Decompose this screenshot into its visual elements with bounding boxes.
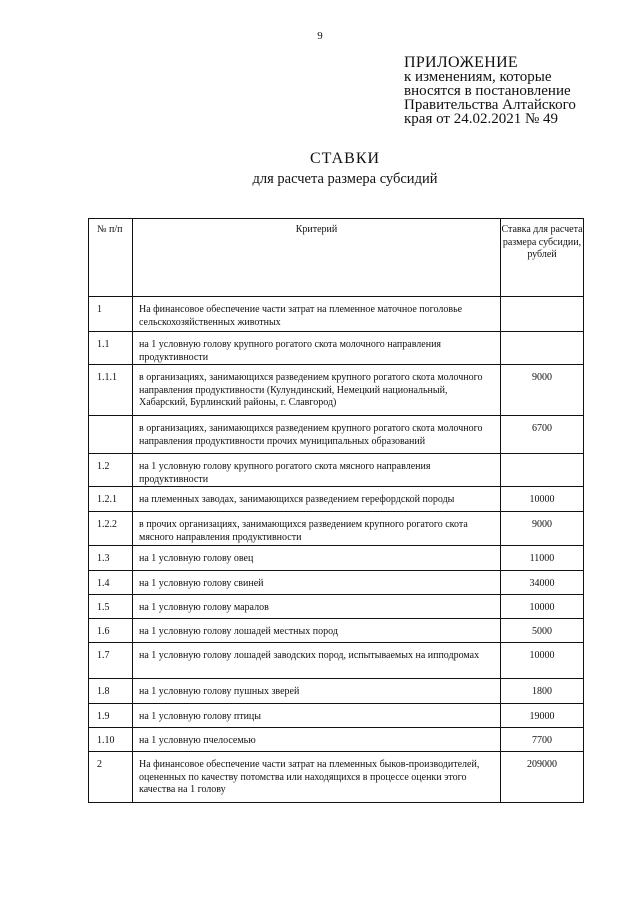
table-row — [89, 752, 584, 803]
table-row — [89, 643, 584, 679]
row-rate: 209000 — [501, 752, 584, 803]
row-number: 1.1 — [89, 332, 133, 365]
page-number: 9 — [317, 30, 323, 42]
row-rate: 9000 — [501, 512, 584, 546]
row-number: 1.5 — [89, 595, 133, 619]
row-rate: 6700 — [501, 416, 584, 454]
row-number — [89, 416, 133, 454]
row-rate: 34000 — [501, 571, 584, 595]
appendix-title: ПРИЛОЖЕНИЕ — [404, 54, 519, 71]
table-row — [89, 416, 584, 454]
row-number: 1.2.2 — [89, 512, 133, 546]
row-number: 1.10 — [89, 728, 133, 752]
table-row — [89, 571, 584, 595]
document-subtitle: для расчета размера субсидий — [252, 171, 438, 187]
row-number: 1.1.1 — [89, 365, 133, 416]
row-number: 1.4 — [89, 571, 133, 595]
row-criterion: На финансовое обеспечение части затрат на племенных быков-производителей, оцененных по качеству потомства или находящихся в процессе оценки этого качества на 1 голову — [133, 752, 501, 803]
row-number: 1.6 — [89, 619, 133, 643]
row-criterion: на 1 условную голову маралов — [133, 595, 501, 619]
row-criterion: в организациях, занимающихся разведением крупного рогатого скота молочного направления продуктивности прочих муниципальных образований — [133, 416, 501, 454]
row-rate: 10000 — [501, 643, 584, 679]
row-rate: 9000 — [501, 365, 584, 416]
row-number: 1 — [89, 297, 133, 332]
table-row — [89, 365, 584, 416]
table-header-row — [89, 219, 584, 297]
header-number: № п/п — [89, 219, 133, 297]
row-criterion: на 1 условную голову лошадей заводских пород, испытываемых на ипподромах — [133, 643, 501, 679]
row-rate — [501, 332, 584, 365]
row-criterion: на племенных заводах, занимающихся разведением герефордской породы — [133, 487, 501, 512]
table-row — [89, 546, 584, 571]
row-number: 2 — [89, 752, 133, 803]
appendix-line: вносятся в постановление — [404, 83, 571, 99]
row-number: 1.8 — [89, 679, 133, 704]
row-criterion: на 1 условную голову овец — [133, 546, 501, 571]
row-rate: 5000 — [501, 619, 584, 643]
row-criterion: на 1 условную пчелосемью — [133, 728, 501, 752]
table-row — [89, 679, 584, 704]
row-rate: 10000 — [501, 595, 584, 619]
appendix-block — [404, 56, 634, 126]
row-criterion: на 1 условную голову птицы — [133, 704, 501, 728]
table-row — [89, 512, 584, 546]
row-criterion: в прочих организациях, занимающихся разведением крупного рогатого скота мясного направления продуктивности — [133, 512, 501, 546]
row-criterion: На финансовое обеспечение части затрат на племенное маточное поголовье сельскохозяйственных животных — [133, 297, 501, 332]
table-row — [89, 619, 584, 643]
table-row — [89, 704, 584, 728]
row-number: 1.7 — [89, 643, 133, 679]
row-criterion: на 1 условную голову крупного рогатого скота молочного направления продуктивности — [133, 332, 501, 365]
table-row — [89, 454, 584, 487]
table-row — [89, 487, 584, 512]
row-criterion: в организациях, занимающихся разведением крупного рогатого скота молочного направления продуктивности (Кулундинский, Немецкий национальный, Хабарский, Бурлинский районы, г. Славгород) — [133, 365, 501, 416]
row-rate — [501, 297, 584, 332]
row-rate: 11000 — [501, 546, 584, 571]
table-row — [89, 332, 584, 365]
row-number: 1.3 — [89, 546, 133, 571]
appendix-line: Правительства Алтайского — [404, 97, 576, 113]
row-rate: 7700 — [501, 728, 584, 752]
header-rate: Ставка для расчета размера субсидии, рублей — [501, 219, 584, 297]
row-number: 1.9 — [89, 704, 133, 728]
row-criterion: на 1 условную голову крупного рогатого скота мясного направления продуктивности — [133, 454, 501, 487]
row-criterion: на 1 условную голову пушных зверей — [133, 679, 501, 704]
row-rate: 19000 — [501, 704, 584, 728]
table-row — [89, 297, 584, 332]
appendix-line: к изменениям, которые — [404, 69, 552, 85]
header-criterion: Критерий — [133, 219, 501, 297]
row-rate: 1800 — [501, 679, 584, 704]
row-criterion: на 1 условную голову лошадей местных пород — [133, 619, 501, 643]
table-row — [89, 595, 584, 619]
row-rate: 10000 — [501, 487, 584, 512]
row-rate — [501, 454, 584, 487]
row-number: 1.2.1 — [89, 487, 133, 512]
appendix-line: края от 24.02.2021 № 49 — [404, 111, 559, 127]
document-title: СТАВКИ — [309, 150, 381, 167]
row-criterion: на 1 условную голову свиней — [133, 571, 501, 595]
rates-table — [88, 218, 584, 803]
table-row — [89, 728, 584, 752]
row-number: 1.2 — [89, 454, 133, 487]
